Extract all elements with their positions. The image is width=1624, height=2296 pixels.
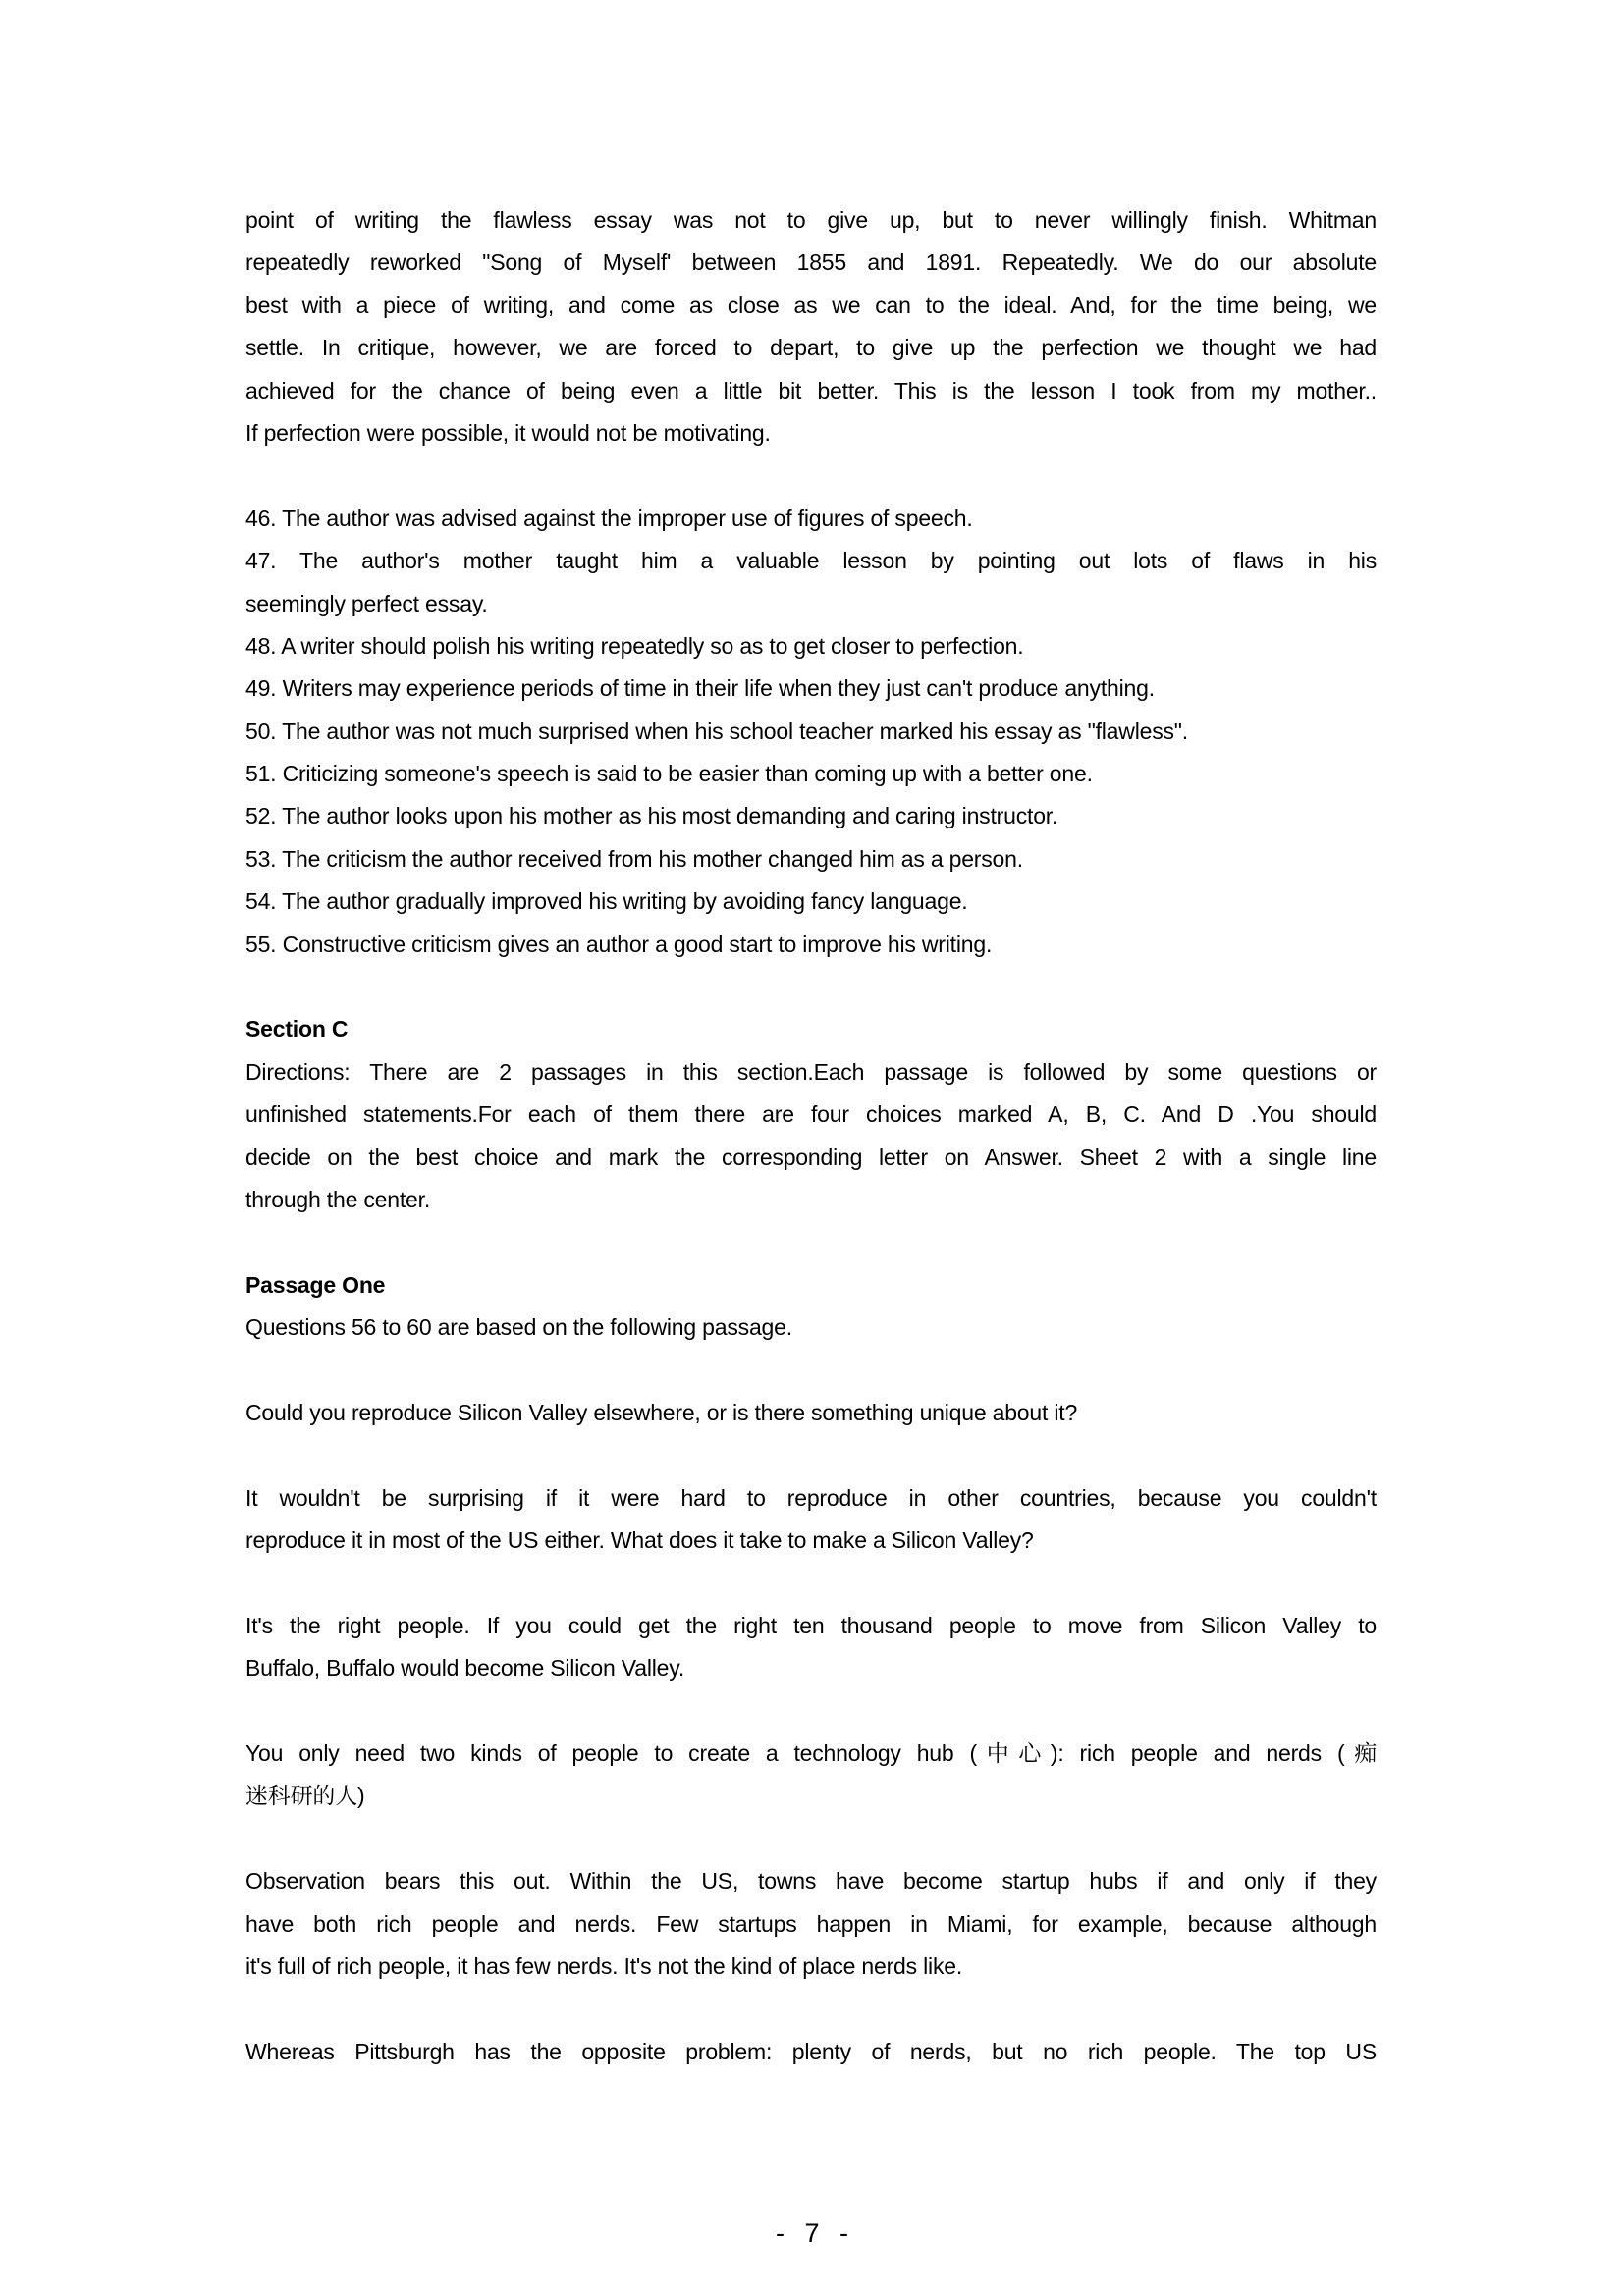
text-line: 50. The author was not much surprised when his school teacher marked his essay as "flawless". (245, 718, 1188, 744)
text-line: 49. Writers may experience periods of time in their life when they just can't produce anything. (245, 675, 1155, 702)
question-51 (245, 753, 1377, 795)
text-line: repeatedly reworked "Song of Myself' between 1855 and 1891. Repeatedly. We do our absolute (245, 249, 1377, 276)
text-line: Buffalo, Buffalo would become Silicon Valley. (245, 1655, 685, 1682)
spacer (245, 1690, 1377, 1733)
text-line: You only need two kinds of people to create a technology hub (中心): rich people and nerds (痴 (245, 1740, 1377, 1767)
spacer (245, 1563, 1377, 1605)
text-line: best with a piece of writing, and come as close as we can to the ideal. And, for the time being, we (245, 292, 1377, 318)
text-line: Directions: There are 2 passages in this section.Each passage is followed by some questions or (245, 1058, 1377, 1085)
text-line: Questions 56 to 60 are based on the following passage. (245, 1314, 792, 1341)
text-line: decide on the best choice and mark the corresponding letter on Answer. Sheet 2 with a single line (245, 1144, 1377, 1170)
passage-paragraph-6 (245, 2031, 1377, 2073)
text-line: 47. The author's mother taught him a valuable lesson by pointing out lots of flaws in his (245, 548, 1377, 574)
question-50 (245, 711, 1377, 753)
passage-paragraph-1 (245, 1392, 1377, 1434)
text-line: point of writing the flawless essay was not to give up, but to never willingly finish. Whitman (245, 207, 1377, 233)
spacer (245, 454, 1377, 497)
text-line: 54. The author gradually improved his writing by avoiding fancy language. (245, 888, 968, 915)
text-line: 53. The criticism the author received from his mother changed him as a person. (245, 845, 1023, 872)
passage-paragraph-4 (245, 1733, 1377, 1818)
passage-one-intro (245, 1307, 1377, 1349)
text-line: 52. The author looks upon his mother as his most demanding and caring instructor. (245, 803, 1058, 829)
spacer (245, 966, 1377, 1008)
section-c-directions (245, 1051, 1377, 1222)
text-line: 迷科研的人) (245, 1783, 365, 1809)
question-53 (245, 838, 1377, 881)
text-line: achieved for the chance of being even a little bit better. This is the lesson I took from my mother.. (245, 377, 1377, 403)
question-47 (245, 540, 1377, 625)
spacer (245, 1988, 1377, 2030)
question-52 (245, 795, 1377, 837)
question-49 (245, 667, 1377, 710)
spacer (245, 1818, 1377, 1860)
question-46 (245, 498, 1377, 540)
text-line: Whereas Pittsburgh has the opposite problem: plenty of nerds, but no rich people. The top US (245, 2038, 1377, 2064)
text-line: Could you reproduce Silicon Valley elsewhere, or is there something unique about it? (245, 1399, 1078, 1425)
spacer (245, 1434, 1377, 1476)
spacer (245, 1350, 1377, 1392)
question-55 (245, 924, 1377, 966)
text-line: reproduce it in most of the US either. What does it take to make a Silicon Valley? (245, 1527, 1034, 1554)
text-line: If perfection were possible, it would not be motivating. (245, 419, 771, 446)
text-line: 48. A writer should polish his writing repeatedly so as to get closer to perfection. (245, 632, 1024, 659)
text-line: Observation bears this out. Within the US, towns have become startup hubs if and only if they (245, 1868, 1377, 1895)
spacer (245, 1221, 1377, 1263)
text-line: It's the right people. If you could get the right ten thousand people to move from Silicon Valley to (245, 1612, 1377, 1638)
page-number: - 7 - (775, 2218, 848, 2248)
text-line: 51. Criticizing someone's speech is said to be easier than coming up with a better one. (245, 761, 1093, 787)
text-line: it's full of rich people, it has few nerds. It's not the kind of place nerds like. (245, 1953, 963, 1980)
text-line: seemingly perfect essay. (245, 590, 488, 616)
page-footer (0, 2216, 1624, 2250)
question-54 (245, 881, 1377, 923)
passage-paragraph-2 (245, 1477, 1377, 1563)
document-content (245, 199, 1377, 2073)
text-line: have both rich people and nerds. Few startups happen in Miami, for example, because although (245, 1910, 1377, 1937)
text-line: 55. Constructive criticism gives an author a good start to improve his writing. (245, 931, 993, 957)
text-line: Passage One (245, 1271, 386, 1298)
text-line: settle. In critique, however, we are forced to depart, to give up the perfection we thought we had (245, 335, 1377, 361)
passage-one-heading (245, 1264, 1377, 1307)
text-line: 46. The author was advised against the improper use of figures of speech. (245, 505, 973, 531)
passage-paragraph-5 (245, 1860, 1377, 1988)
text-line: It wouldn't be surprising if it were hard to reproduce in other countries, because you couldn't (245, 1484, 1377, 1511)
text-line: unfinished statements.For each of them there are four choices marked A, B, C. And D .You should (245, 1101, 1377, 1128)
passage-paragraph-3 (245, 1605, 1377, 1690)
text-line: through the center. (245, 1186, 431, 1212)
text-line: Section C (245, 1016, 349, 1042)
section-c-heading (245, 1008, 1377, 1050)
question-48 (245, 625, 1377, 667)
continued-paragraph (245, 199, 1377, 454)
